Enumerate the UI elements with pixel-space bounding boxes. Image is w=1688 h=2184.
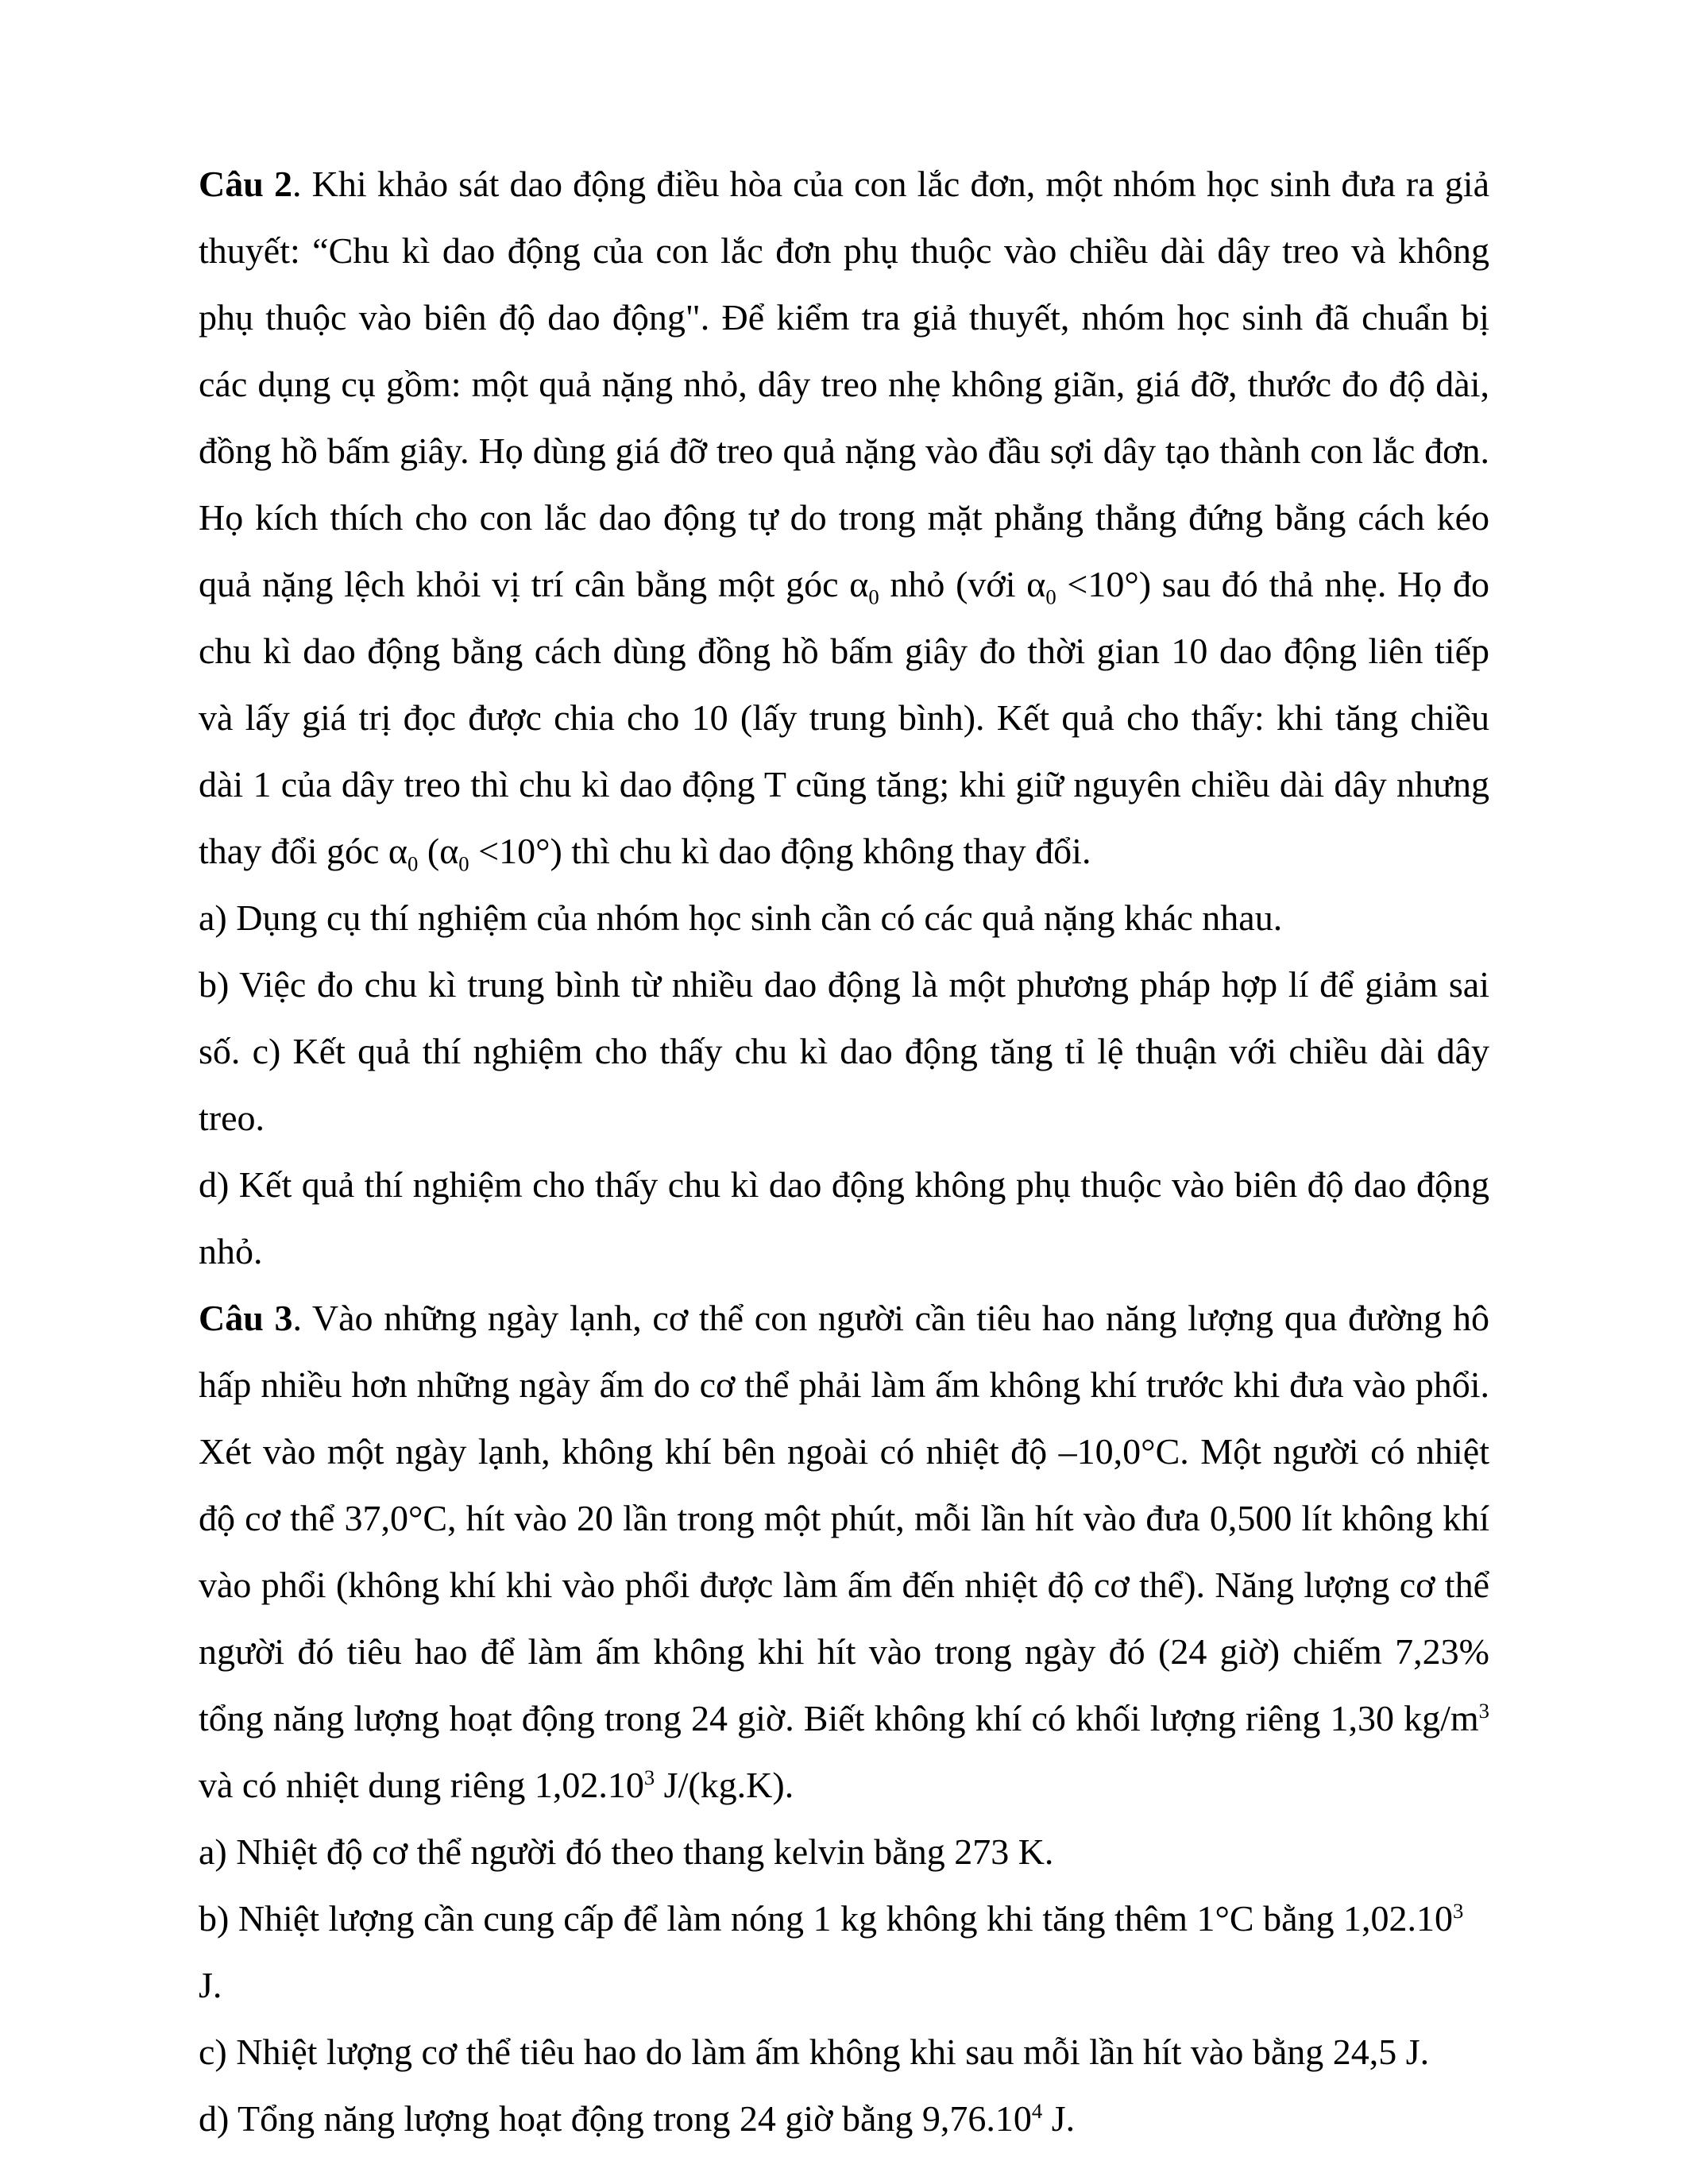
question-3-option-b-text: b) Nhiệt lượng cần cung cấp để làm nóng 1 kg không khi tăng thêm 1°C bằng 1,02.10	[199, 1898, 1453, 1939]
superscript: 3	[643, 1765, 655, 1789]
question-3-text-1: . Vào những ngày lạnh, cơ thể con người cần tiêu hao năng lượng qua đường hô hấp nhiều hơn những ngày ấm do cơ thể phải làm ấm không khí trước khi đưa vào phổi. Xét vào một ngày lạnh, không khí bên ngoài có nhiệt độ –10,0°C. Một người có nhiệt độ cơ thể 37,0°C, hít vào 20 lần trong một phút, mỗi lần hít vào đưa 0,500 lít không khí vào phổi (không khí khi vào phổi được làm ấm đến nhiệt độ cơ thể). Năng lượng cơ thể người đó tiêu hao để làm ấm không khi hít vào trong ngày đó (24 giờ) chiếm 7,23% tổng năng lượng hoạt động trong 24 giờ. Biết không khí có khối lượng riêng 1,30 kg/m	[199, 1298, 1489, 1738]
alpha-symbol: α	[388, 831, 408, 871]
alpha-symbol: α	[849, 564, 869, 604]
question-3-option-b-end: J.	[199, 1965, 222, 2005]
question-2-text-4: (	[418, 831, 440, 871]
question-2-label: Câu 2	[199, 164, 292, 204]
alpha-subscript: 0	[408, 851, 419, 876]
document-page	[199, 151, 1489, 2152]
question-3-option-a: a) Nhiệt độ cơ thể người đó theo thang kelvin bằng 273 K.	[199, 1831, 1054, 1872]
question-3-option-d	[199, 2086, 1489, 2152]
superscript: 3	[1478, 1699, 1489, 1723]
alpha-symbol: α	[1026, 564, 1046, 604]
alpha-subscript: 0	[868, 585, 879, 609]
superscript: 4	[1031, 2099, 1043, 2123]
question-2-text-2: nhỏ (với	[879, 564, 1027, 604]
superscript: 3	[1452, 1899, 1464, 1923]
question-3-option-b	[199, 1885, 1489, 2019]
question-2-option-d: d) Kết quả thí nghiệm cho thấy chu kì dao động không phụ thuộc vào biên độ dao động nhỏ.	[199, 1164, 1489, 1271]
question-2-text-5: <10°) thì chu kì dao động không thay đổi.	[469, 831, 1091, 871]
question-2-text-3: <10°) sau đó thả nhẹ. Họ đo chu kì dao động bằng cách dùng đồng hồ bấm giây đo thời gian 10 dao động liên tiếp và lấy giá trị đọc được chia cho 10 (lấy trung bình). Kết quả cho thấy: khi tăng chiều dài 1 của dây treo thì chu kì dao động T cũng tăng; khi giữ nguyên chiều dài dây nhưng thay đổi góc	[199, 564, 1489, 871]
alpha-subscript: 0	[458, 851, 469, 876]
question-2-text-1: . Khi khảo sát dao động điều hòa của con lắc đơn, một nhóm học sinh đưa ra giả thuyết: “Chu kì dao động của con lắc đơn phụ thuộc vào chiều dài dây treo và không phụ thuộc vào biên độ dao động". Để kiểm tra giả thuyết, nhóm học sinh đã chuẩn bị các dụng cụ gồm: một quả nặng nhỏ, dây treo nhẹ không giãn, giá đỡ, thước đo độ dài, đồng hồ bấm giây. Họ dùng giá đỡ treo quả nặng vào đầu sợi dây tạo thành con lắc đơn. Họ kích thích cho con lắc dao động tự do trong mặt phẳng thẳng đứng bằng cách kéo quả nặng lệch khỏi vị trí cân bằng một góc	[199, 164, 1489, 604]
question-3-option-d-end: J.	[1042, 2098, 1076, 2139]
question-3-text-3: J/(kg.K).	[655, 1765, 794, 1805]
question-3-text-2: và có nhiệt dung riêng 1,02.10	[199, 1765, 644, 1805]
alpha-symbol: α	[439, 831, 459, 871]
question-2-stem	[199, 151, 1489, 885]
question-3-option-d-text: d) Tổng năng lượng hoạt động trong 24 giờ bằng 9,76.10	[199, 2098, 1032, 2139]
question-3-option-c: c) Nhiệt lượng cơ thể tiêu hao do làm ấm không khi sau mỗi lần hít vào bằng 24,5 J.	[199, 2032, 1430, 2072]
question-3-label: Câu 3	[199, 1298, 293, 1338]
question-2-option-b-c: b) Việc đo chu kì trung bình từ nhiều dao động là một phương pháp hợp lí để giảm sai số. c) Kết quả thí nghiệm cho thấy chu kì dao động tăng tỉ lệ thuận với chiều dài dây treo.	[199, 964, 1489, 1138]
question-3-stem	[199, 1285, 1489, 1819]
alpha-subscript: 0	[1045, 585, 1056, 609]
question-2-option-a: a) Dụng cụ thí nghiệm của nhóm học sinh cần có các quả nặng khác nhau.	[199, 897, 1283, 938]
